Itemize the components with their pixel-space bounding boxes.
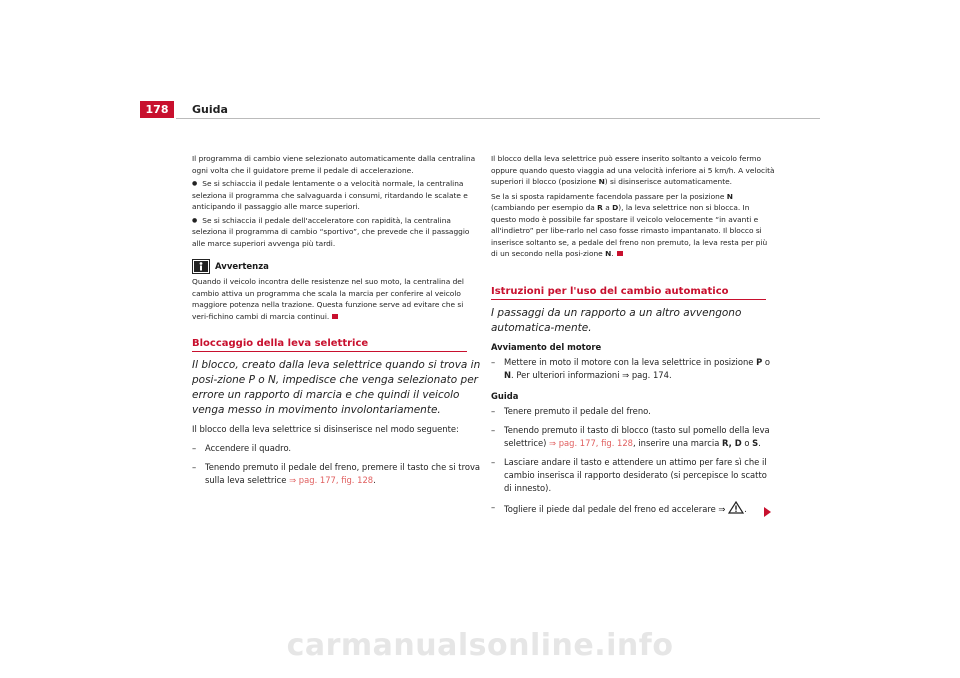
end-mark-icon bbox=[332, 314, 338, 319]
end-mark-icon bbox=[617, 251, 623, 256]
step-item: – Accendere il quadro. bbox=[192, 442, 482, 455]
right-column bbox=[491, 153, 776, 516]
subheading-guida: Guida bbox=[491, 390, 519, 401]
note-title: Avvertenza bbox=[215, 261, 269, 272]
section-lead: Il blocco, creato dalla leva selettrice quando si trova in posi-zione P o N, impedisce che venga selezionato per errore un rapporto di marcia e che quindi il veicolo venga messo in movimento involontariamente. bbox=[192, 359, 481, 416]
step-item: – Mettere in moto il motore con la leva selettrice in posizione P o N. Per ulteriori informazioni ⇒ pag. 174. bbox=[491, 356, 776, 382]
body-paragraph: Il blocco della leva selettrice si disinserisce nel modo seguente: bbox=[192, 424, 459, 434]
watermark: carmanualsonline.info bbox=[286, 628, 674, 663]
section-title-istruzioni: Istruzioni per l'uso del cambio automatico bbox=[491, 286, 766, 300]
unlock-paragraph: Se la si sposta rapidamente facendola passare per la posizione N (cambiando per esempio da R a D), la leva selettrice non si blocca. In questo modo è possibile far spostare il veicolo velocemente “in avanti e all'indietro” per libe-rarlo nel caso fosse rimasto impantanato. Il blocco si inserisce soltanto se, a pedale del freno non premuto, la leva resta per più di un secondo nella posi-zione N. bbox=[491, 191, 768, 258]
section-lead: I passaggi da un rapporto a un altro avvengono automatica-mente. bbox=[491, 306, 742, 334]
page-reference-link[interactable]: ⇒ pag. 177, fig. 128 bbox=[289, 475, 374, 485]
step-item: – Lasciare andare il tasto e attendere un attimo per fare sì che il cambio inserisca il rapporto desiderato (si percepisce lo scatto di innesto). bbox=[491, 456, 776, 495]
page-reference-link[interactable]: ⇒ pag. 177, fig. 128 bbox=[549, 437, 634, 448]
step-item: – Tenendo premuto il tasto di blocco (tasto sul pomello della leva selettrice) ⇒ pag. 177, fig. 128, inserire una marcia R, D o S. bbox=[491, 424, 776, 450]
step-item: – Togliere il piede dal pedale del freno ed accelerare ⇒ . bbox=[491, 501, 776, 516]
intro-paragraph: Il programma di cambio viene selezionato automaticamente dalla centralina ogni volta che il guidatore preme il pedale di accelerazione. bbox=[192, 154, 476, 175]
page-number: 178 bbox=[145, 103, 169, 116]
subheading-avviamento: Avviamento del motore bbox=[491, 341, 602, 352]
warning-triangle-icon[interactable] bbox=[728, 501, 744, 514]
running-header: Guida bbox=[192, 103, 228, 116]
next-page-arrow-icon[interactable] bbox=[764, 507, 771, 517]
lock-paragraph: Il blocco della leva selettrice può essere inserito soltanto a veicolo fermo oppure quando questo viaggia ad una velocità inferiore ai 5 km/h. A velocità superiori il blocco (posizione N) si disinserisce automaticamente. bbox=[491, 154, 775, 186]
section-title-bloccaggio: Bloccaggio della leva selettrice bbox=[192, 338, 467, 352]
step-item: – Tenere premuto il pedale del freno. bbox=[491, 405, 776, 418]
left-column bbox=[192, 153, 482, 487]
note-text: Quando il veicolo incontra delle resistenze nel suo moto, la centralina del cambio attiva un programma che scala la marcia per conferire al veicolo maggiore potenza nella trazione. Questa funzione serve ad evitare che si veri-fichino cambi di marcia continui. bbox=[192, 277, 464, 321]
bullet-item: ● Se si schiaccia il pedale lentamente o a velocità normale, la centralina seleziona il programma che salvaguarda i consumi, ritardando le scalate e anticipando il passaggio alle marce superiori. bbox=[192, 178, 482, 213]
step-item: – Tenendo premuto il pedale del freno, premere il tasto che si trova sulla leva selettrice ⇒ pag. 177, fig. 128. bbox=[192, 461, 482, 487]
bullet-item: ● Se si schiaccia il pedale dell'acceleratore con rapidità, la centralina seleziona il programma di cambio “sportivo”, che prevede che il passaggio alle marce superiori avvenga più tardi. bbox=[192, 215, 482, 250]
header-rule bbox=[176, 118, 820, 119]
note-info-icon bbox=[192, 259, 210, 274]
note-header bbox=[192, 259, 482, 274]
